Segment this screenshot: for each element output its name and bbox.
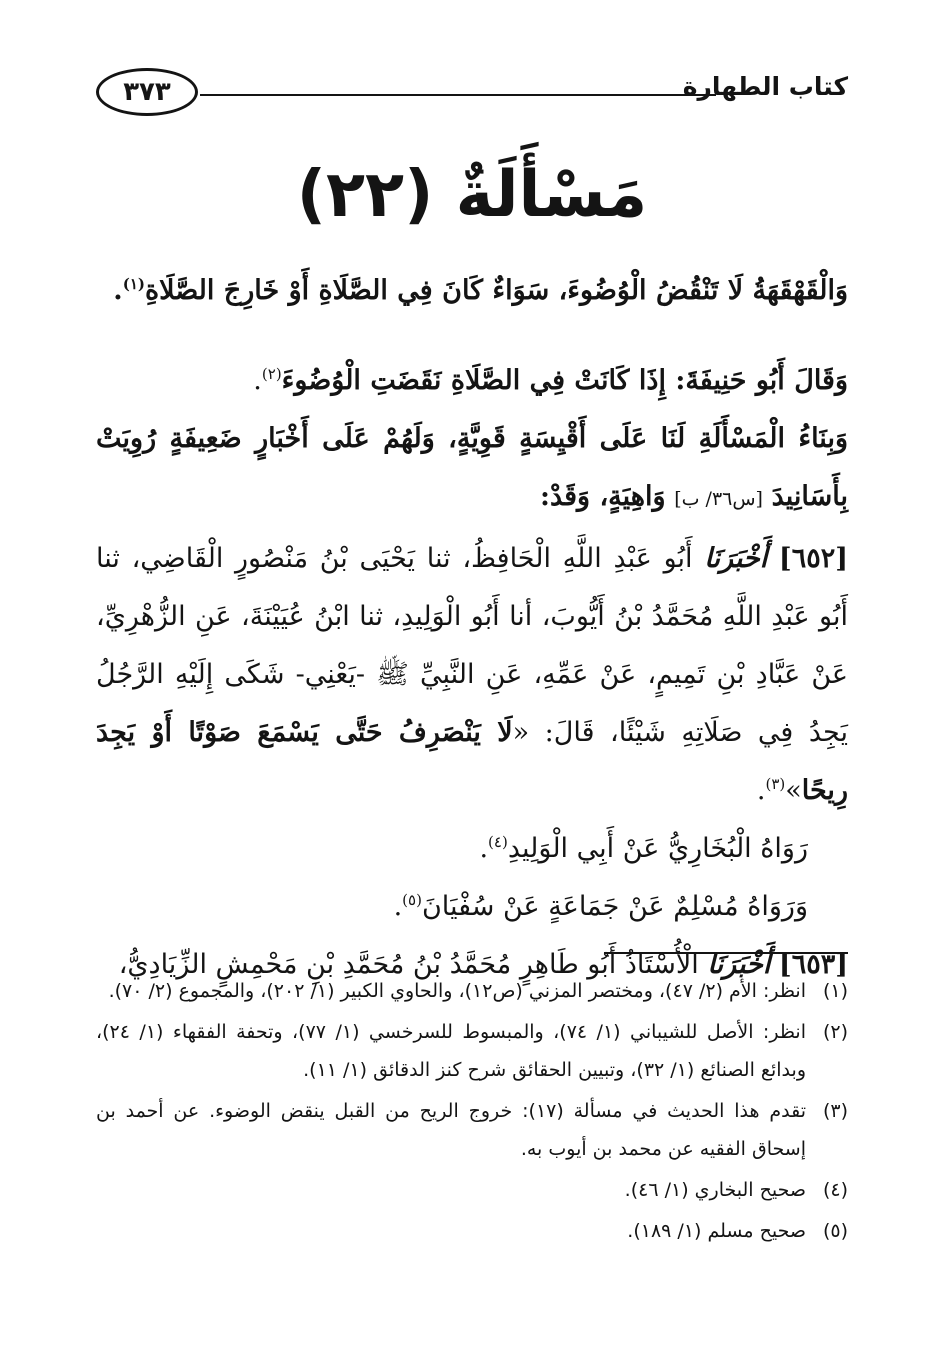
footnote-separator — [604, 952, 848, 954]
footnote-number: (٣) — [822, 1100, 848, 1122]
hadith-653-text: الْأُسْتَاذُ أَبُو طَاهِرٍ مُحَمَّدُ بْنُ مُحَمَّدِ بْنِ مَحْمِشٍ الزِّيَادِيُّ، — [118, 949, 699, 980]
paragraph-2-end: . — [253, 365, 262, 396]
narration-muslim-text: وَرَوَاهُ مُسْلِمٌ عَنْ جَمَاعَةٍ عَنْ سُفْيَانَ — [421, 891, 808, 922]
hadith-652-end: . — [756, 775, 766, 806]
hadith-653-akhbarana: أَخْبَرَنَا — [707, 949, 771, 980]
footnote-ref-5: (٥) — [402, 891, 422, 909]
narration-bukhari — [96, 820, 848, 878]
page-header — [96, 68, 848, 120]
footnote — [96, 1212, 848, 1250]
paragraphs-2-3 — [96, 352, 848, 528]
footnote-ref-3: (٣) — [765, 775, 786, 793]
footnote-ref-4: (٤) — [488, 833, 508, 851]
hadith-652 — [96, 530, 848, 820]
issue-title: مَسْأَلَةٌ (٢٢) — [296, 158, 648, 232]
footnote-ref-2: (٢) — [261, 365, 282, 383]
paragraph-2-text: وَقَالَ أَبُو حَنِيفَةَ: إِذَا كَانَتْ فِي الصَّلَاةِ نَقَضَتِ الْوُضُوءَ — [281, 365, 848, 396]
hadith-section — [96, 530, 848, 994]
hadith-652-text: أَبُو عَبْدِ اللَّهِ الْحَافِظُ، ثنا يَحْيَى بْنُ مَنْصُورٍ الْقَاضِي، ثنا أَبُو عَبْدِ اللَّهِ مُحَمَّدُ بْنُ أَيُّوبَ، أنا أَبُو الْوَلِيدِ، ثنا ابْنُ عُيَيْنَةَ، عَنِ الزُّهْرِيِّ، عَنْ عَبَّادِ بْنِ تَمِيمٍ، عَنْ عَمِّهِ، عَنِ النَّبِيِّ ﷺ -يَعْنِي- شَكَى إِلَيْهِ الرَّجُلُ يَجِدُ فِي صَلَاتِهِ شَيْئًا، قَالَ: « — [96, 543, 848, 748]
footnote-number: (٥) — [822, 1220, 848, 1242]
footnote — [96, 1013, 848, 1089]
footnote-ref-1: (١) — [122, 275, 145, 293]
footnote-text: صحيح مسلم (١/ ١٨٩). — [627, 1220, 806, 1242]
footnote — [96, 1171, 848, 1209]
hadith-652-close: » — [785, 775, 802, 806]
paragraph-3-text: وَبِنَاءُ الْمَسْأَلَةِ لَنَا عَلَى أَقْيِسَةٍ قَوِيَّةٍ، وَلَهُمْ عَلَى أَخْبَارٍ ضَعِيفَةٍ رُوِيَتْ بِأَسَانِيدَ — [96, 423, 848, 512]
hadith-652-number: [٦٥٢] — [778, 543, 848, 574]
paragraph-3-continued: وَاهِيَةٍ، وَقَدْ: — [539, 481, 666, 512]
narration-bukhari-text: رَوَاهُ الْبُخَارِيُّ عَنْ أَبِي الْوَلِيدِ — [507, 833, 808, 864]
footnote-number: (١) — [822, 980, 848, 1002]
footnote-number: (٤) — [822, 1179, 848, 1201]
footnote-text: صحيح البخاري (١/ ٤٦). — [624, 1179, 806, 1201]
footnote-text: انظر: الأم (٢/ ٤٧)، ومختصر المزني (ص١٢)، والحاوي الكبير (١/ ٢٠٢)، والمجموع (٢/ ٧٠). — [108, 980, 806, 1002]
narration-muslim — [96, 878, 848, 936]
footnote — [96, 972, 848, 1010]
book-title: كتاب الطهارة — [682, 72, 848, 101]
hadith-652-akhbarana: أَخْبَرَنَا — [704, 543, 768, 574]
narration-muslim-end: . — [393, 891, 403, 922]
header-rule — [200, 94, 716, 96]
narration-bukhari-end: . — [479, 833, 489, 864]
paragraph-1 — [96, 262, 848, 320]
footnote — [96, 1092, 848, 1168]
manuscript-marker: [س٣٦/ ب] — [674, 488, 763, 510]
footnote-text: تقدم هذا الحديث في مسألة (١٧): خروج الريح من القبل ينقض الوضوء. عن أحمد بن إسحاق الفقيه عن محمد بن أيوب به. — [96, 1100, 806, 1160]
page-number: ٣٧٣ — [96, 68, 198, 116]
hadith-653-number: [٦٥٣] — [778, 949, 848, 980]
paragraph-1-end: . — [113, 275, 123, 306]
hadith-652-quote: لَا يَنْصَرِفُ حَتَّى يَسْمَعَ صَوْتًا أَوْ يَجِدَ رِيحًا — [96, 717, 848, 806]
paragraph-1-text: وَالْقَهْقَهَةُ لَا تَنْقُضُ الْوُضُوءَ، سَوَاءٌ كَانَ فِي الصَّلَاةِ أَوْ خَارِجَ الصَّلَاةِ — [144, 275, 848, 306]
footnote-text: انظر: الأصل للشيباني (١/ ٧٤)، والمبسوط للسرخسي (١/ ٧٧)، وتحفة الفقهاء (١/ ٢٤)، وبدائع الصنائع (١/ ٣٢)، وتبيين الحقائق شرح كنز الدقائق (١/ ١١). — [96, 1021, 806, 1081]
footnotes — [96, 972, 848, 1253]
footnote-number: (٢) — [822, 1021, 848, 1043]
